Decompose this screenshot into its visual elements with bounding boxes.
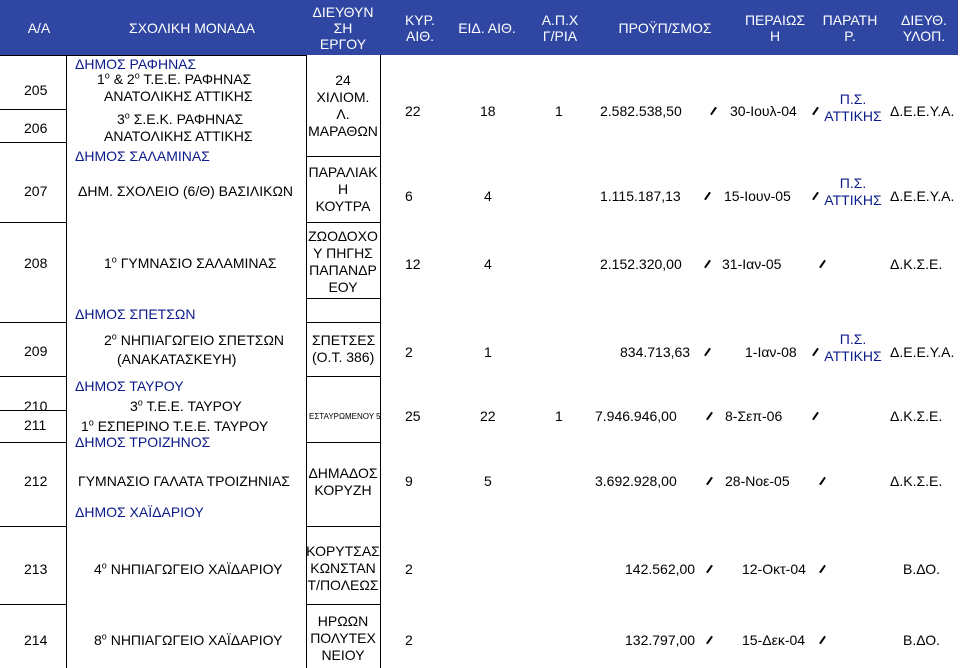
row-214-budget: 132.797,00 xyxy=(625,632,696,648)
row-207-completion: 15-Ιουν-05 xyxy=(724,188,791,204)
row-207-eid: 4 xyxy=(484,188,492,204)
divider xyxy=(306,526,380,527)
row-213-completion: 12-Οκτ-04 xyxy=(742,561,806,577)
row-211-school: $1^o$ ΕΣΠΕΡΙΝΟ Τ.Ε.Ε. ΤΑΥΡΟΥ xyxy=(81,417,269,434)
row-212-eid: 5 xyxy=(484,473,492,489)
row-206-school-line2: ΑΝΑΤΟΛΙΚΗΣ ΑΤΤΙΚΗΣ xyxy=(104,128,253,144)
row-206-aa: 206 xyxy=(24,120,48,136)
row-209-supervision: Δ.Ε.Ε.Υ.Α. xyxy=(890,344,955,360)
row-213-budget: 142.562,00 xyxy=(625,561,696,577)
divider xyxy=(0,322,66,323)
row-212-address: ΔΗΜΑΔΟΣ ΚΟΡΥΖΗ xyxy=(308,465,378,498)
row-205-aa: 205 xyxy=(24,82,48,98)
municipality-salamina: ΔΗΜΟΣ ΣΑΛΑΜΙΝΑΣ xyxy=(75,148,210,164)
tick-mark xyxy=(819,565,826,574)
row-210-address: ΕΣΤΑΥΡΩΜΕΝΟΥ 5 xyxy=(309,412,381,421)
row-205-apx: 1 xyxy=(555,103,563,119)
row-205-eid: 18 xyxy=(480,103,496,119)
row-210-aa: 210 xyxy=(24,398,48,414)
row-205-supervision: Δ.Ε.Ε.Υ.Α. xyxy=(890,103,955,119)
divider xyxy=(380,55,381,668)
row-205-kyr: 22 xyxy=(405,103,421,119)
row-209-handover: Π.Σ. ΑΤΤΙΚΗΣ xyxy=(824,331,882,364)
row-211-aa: 211 xyxy=(24,417,47,433)
row-205-school-line1: $1^o$ & $2^o$ Τ.Ε.Ε. ΡΑΦΗΝΑΣ xyxy=(97,70,252,87)
row-207-school: ΔΗΜ. ΣΧΟΛΕΙΟ (6/Θ) ΒΑΣΙΛΙΚΩΝ xyxy=(78,183,294,199)
divider xyxy=(306,442,380,443)
row-214-address: ΗΡΩΩΝ ΠΟΛΥΤΕΧ ΝΕΙΟΥ xyxy=(310,613,376,663)
row-208-kyr: 12 xyxy=(405,256,421,272)
row-213-supervision: Β.ΔΟ. xyxy=(903,561,941,577)
row-206-school-line1: $3^o$ Σ.Ε.Κ. ΡΑΦΗΝΑΣ xyxy=(117,110,244,127)
divider xyxy=(306,298,380,299)
row-214-aa: 214 xyxy=(24,632,48,648)
tick-mark xyxy=(706,636,713,645)
row-212-kyr: 9 xyxy=(405,473,413,489)
divider xyxy=(0,604,66,605)
row-205-completion: 30-Ιουλ-04 xyxy=(730,103,797,119)
divider xyxy=(306,604,380,605)
row-205-budget: 2.582.538,50 xyxy=(600,103,682,119)
municipality-tavros: ΔΗΜΟΣ ΤΑΥΡΟΥ xyxy=(75,378,184,394)
row-207-address: ΠΑΡΑΛΙΑΚ Η ΚΟΥΤΡΑ xyxy=(308,164,378,214)
tick-mark xyxy=(704,192,711,201)
row-207-aa: 207 xyxy=(24,183,48,199)
row-205-handover: Π.Σ. ΑΤΤΙΚΗΣ xyxy=(824,91,882,124)
header-supervision: ΔΙΕΥΘ. ΥΛΟΠ. xyxy=(901,11,947,44)
divider xyxy=(0,222,66,223)
tick-mark xyxy=(706,412,713,421)
row-207-budget: 1.115.187,13 xyxy=(600,188,681,204)
table-header xyxy=(0,0,958,55)
row-209-school-line1: $2^o$ ΝΗΠΙΑΓΩΓΕΙΟ ΣΠΕΤΣΩΝ xyxy=(104,331,285,348)
row-210-eid: 22 xyxy=(480,408,496,424)
tick-mark xyxy=(819,477,826,486)
row-208-budget: 2.152.320,00 xyxy=(600,256,682,272)
row-209-aa: 209 xyxy=(24,343,48,359)
row-214-kyr: 2 xyxy=(405,632,413,648)
row-210-kyr: 25 xyxy=(405,408,421,424)
row-210-school: $3^o$ Τ.Ε.Ε. ΤΑΥΡΟΥ xyxy=(130,397,242,414)
row-208-completion: 31-Ιαν-05 xyxy=(722,256,782,272)
row-208-supervision: Δ.Κ.Σ.Ε. xyxy=(890,256,943,272)
row-207-supervision: Δ.Ε.Ε.Υ.Α. xyxy=(890,188,955,204)
row-209-completion: 1-Ιαν-08 xyxy=(745,344,797,360)
row-205-address: 24 ΧΙΛΙΟΜ. Λ. ΜΑΡΑΘΩΝ xyxy=(308,72,378,139)
row-210-apx: 1 xyxy=(555,408,563,424)
row-209-eid: 1 xyxy=(484,344,492,360)
row-213-aa: 213 xyxy=(24,561,48,577)
row-213-kyr: 2 xyxy=(405,561,413,577)
row-208-address: ΖΩΟΔΟΧΟ Υ ΠΗΓΗΣ ΠΑΠΑΝΔΡ ΕΟΥ xyxy=(308,228,378,295)
header-budget: ΠΡΟΫΠ/ΣΜΟΣ xyxy=(618,19,712,36)
row-213-address: ΚΟΡΥΤΣΑΣ ΚΩΝΣΤΑΝ Τ/ΠΟΛΕΩΣ xyxy=(306,543,380,593)
row-212-budget: 3.692.928,00 xyxy=(595,473,677,489)
row-205-school-line2: ΑΝΑΤΟΛΙΚΗΣ ΑΤΤΙΚΗΣ xyxy=(104,88,253,104)
divider xyxy=(306,156,380,157)
divider xyxy=(66,55,67,668)
tick-mark xyxy=(710,107,717,116)
tick-mark xyxy=(704,260,711,269)
row-208-school: $1^o$ ΓΥΜΝΑΣΙΟ ΣΑΛΑΜΙΝΑΣ xyxy=(104,254,277,271)
row-209-budget: 834.713,63 xyxy=(620,344,691,360)
divider xyxy=(306,376,380,377)
municipality-troizina: ΔΗΜΟΣ ΤΡΟΙΖΗΝΟΣ xyxy=(75,434,211,450)
row-214-completion: 15-Δεκ-04 xyxy=(742,632,806,648)
header-handover: ΠΑΡΑΤΗ Ρ. xyxy=(822,11,878,44)
divider xyxy=(0,376,66,377)
municipality-chaidari: ΔΗΜΟΣ ΧΑΪΔΑΡΙΟΥ xyxy=(75,504,204,520)
header-aa: Α/Α xyxy=(27,19,51,36)
header-eid: ΕΙΔ. ΑΙΘ. xyxy=(458,19,516,36)
row-209-school-line2: (ΑΝΑΚΑΤΑΣΚΕΥΗ) xyxy=(117,351,237,367)
tick-mark xyxy=(706,477,713,486)
municipality-spetses: ΔΗΜΟΣ ΣΠΕΤΣΩΝ xyxy=(75,306,196,322)
header-address: ΔΙΕΥΘΥΝ ΣΗ ΕΡΓΟΥ xyxy=(312,3,374,52)
divider xyxy=(0,526,66,527)
header-apx: Α.Π.Χ Γ/ΡΙΑ xyxy=(541,11,579,44)
divider xyxy=(0,109,66,110)
row-210-supervision: Δ.Κ.Σ.Ε. xyxy=(890,408,943,424)
row-213-school: $4^o$ ΝΗΠΙΑΓΩΓΕΙΟ ΧΑΪΔΑΡΙΟΥ xyxy=(94,560,283,577)
row-212-completion: 28-Νοε-05 xyxy=(725,473,790,489)
row-214-school: $8^o$ ΝΗΠΙΑΓΩΓΕΙΟ ΧΑΪΔΑΡΙΟΥ xyxy=(94,631,283,648)
header-completion: ΠΕΡΑΙΩΣ Η xyxy=(744,11,806,44)
row-208-eid: 4 xyxy=(484,256,492,272)
municipality-rafina: ΔΗΜΟΣ ΡΑΦΗΝΑΣ xyxy=(75,56,197,72)
row-212-aa: 212 xyxy=(24,473,48,489)
row-207-kyr: 6 xyxy=(405,188,413,204)
row-207-handover: Π.Σ. ΑΤΤΙΚΗΣ xyxy=(824,175,882,208)
divider xyxy=(0,142,66,143)
divider xyxy=(0,442,66,443)
row-210-completion: 8-Σεπ-06 xyxy=(725,408,783,424)
divider xyxy=(306,222,380,223)
row-212-school: ΓΥΜΝΑΣΙΟ ΓΑΛΑΤΑ ΤΡΟΙΖΗΝΙΑΣ xyxy=(78,473,290,489)
header-kyr: ΚΥΡ. ΑΙΘ. xyxy=(404,11,436,44)
row-214-supervision: Β.ΔΟ. xyxy=(903,632,941,648)
row-208-aa: 208 xyxy=(24,255,48,271)
row-210-budget: 7.946.946,00 xyxy=(595,408,677,424)
divider xyxy=(306,322,380,323)
row-212-supervision: Δ.Κ.Σ.Ε. xyxy=(890,473,943,489)
tick-mark xyxy=(812,412,819,421)
row-209-kyr: 2 xyxy=(405,344,413,360)
tick-mark xyxy=(819,636,826,645)
header-school: ΣΧΟΛΙΚΗ ΜΟΝΑΔΑ xyxy=(129,19,255,36)
tick-mark xyxy=(819,260,826,269)
tick-mark xyxy=(704,348,711,357)
row-209-address: ΣΠΕΤΣΕΣ (Ο.Τ. 386) xyxy=(312,332,376,365)
tick-mark xyxy=(706,565,713,574)
